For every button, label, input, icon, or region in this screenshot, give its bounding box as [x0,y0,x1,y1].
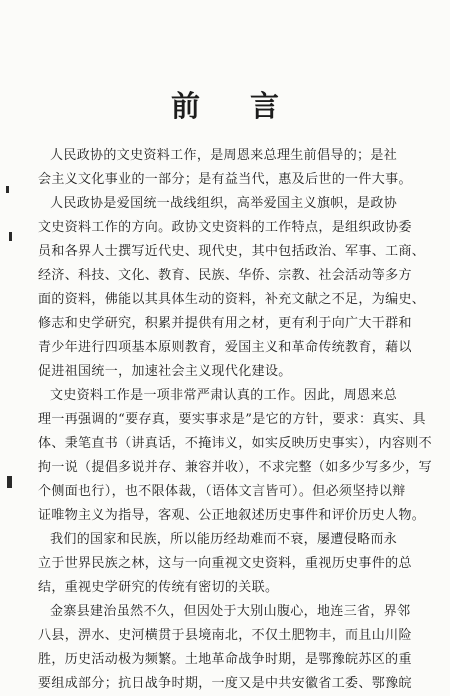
text-line: 结，重视史学研究的传统有密切的关联。 [38,580,279,595]
text-line: 人民政协的文史资料工作，是周恩来总理生前倡导的；是社 [50,148,398,163]
page-title: 前 言 [170,89,300,123]
text-line: 促进祖国统一，加速社会主义现代化建设。 [38,364,292,379]
text-line: 证唯物主义为指导，客观、公正地叙述历史事件和评价历史人物。 [38,508,426,523]
text-line: 会主义文化事业的一部分；是有益当代，惠及后世的一件大事。 [38,172,412,187]
text-line: 要组成部分；抗日战争时期，一度又是中共安徽省工委、鄂豫皖 [38,676,412,691]
text-line: 面的资料，佛能以其具体生动的资料，补充文献之不足，为编史、 [38,292,426,307]
text-line: 文史资料工作是一项非常严肃认真的工作。因此，周恩来总 [50,388,398,403]
text-line: 经济、科技、文化、教育、民族、华侨、宗教、社会活动等多方 [38,268,412,283]
text-line: 我们的国家和民族，所以能历经劫难而不衰，屡遭侵略而永 [50,532,398,547]
scan-mark [6,186,9,193]
text-line: 青少年进行四项基本原则教育，爱国主义和革命传统教育，藉以 [38,340,412,355]
preface-body [38,144,433,696]
text-line: 拘一说（提倡多说并存、兼容并收），不求完整（如多少写多少，写 [38,460,433,475]
text-line: 员和各界人士撰写近代史、现代史，其中包括政治、军事、工商、 [38,244,426,259]
text-line: 文史资料工作的方向。政协文史资料的工作特点，是组织政协委 [38,220,412,235]
text-line: 胜，历史活动极为频繁。土地革命战争时期，是鄂豫皖苏区的重 [38,652,412,667]
text-line: 金寨县建治虽然不久，但因处于大别山腹心，地连三省，界邻 [50,604,411,619]
text-line: 理一再强调的“要存真，要实事求是”是它的方针，要求：真实、具 [38,412,426,427]
text-line: 体、秉笔直书（讲真话，不掩讳义，如实反映历史事实），内容则不 [38,436,433,451]
scan-mark [9,232,12,241]
text-line: 人民政协是爱国统一战线组织，高举爱国主义旗帜，是政协 [50,196,398,211]
text-line: 修志和史学研究，积累并提供有用之材，更有利于向广大干群和 [38,316,412,331]
scan-mark [7,476,12,488]
text-line: 个侧面也行），也不限体裁，（语体文言皆可）。但必须坚持以辩 [38,484,406,499]
text-line: 八县，淠水、史河横贯于县境南北，不仅土肥物丰，而且山川险 [38,628,412,643]
text-line: 立于世界民族之林，这与一向重视文史资料，重视历史事件的总 [38,556,412,571]
